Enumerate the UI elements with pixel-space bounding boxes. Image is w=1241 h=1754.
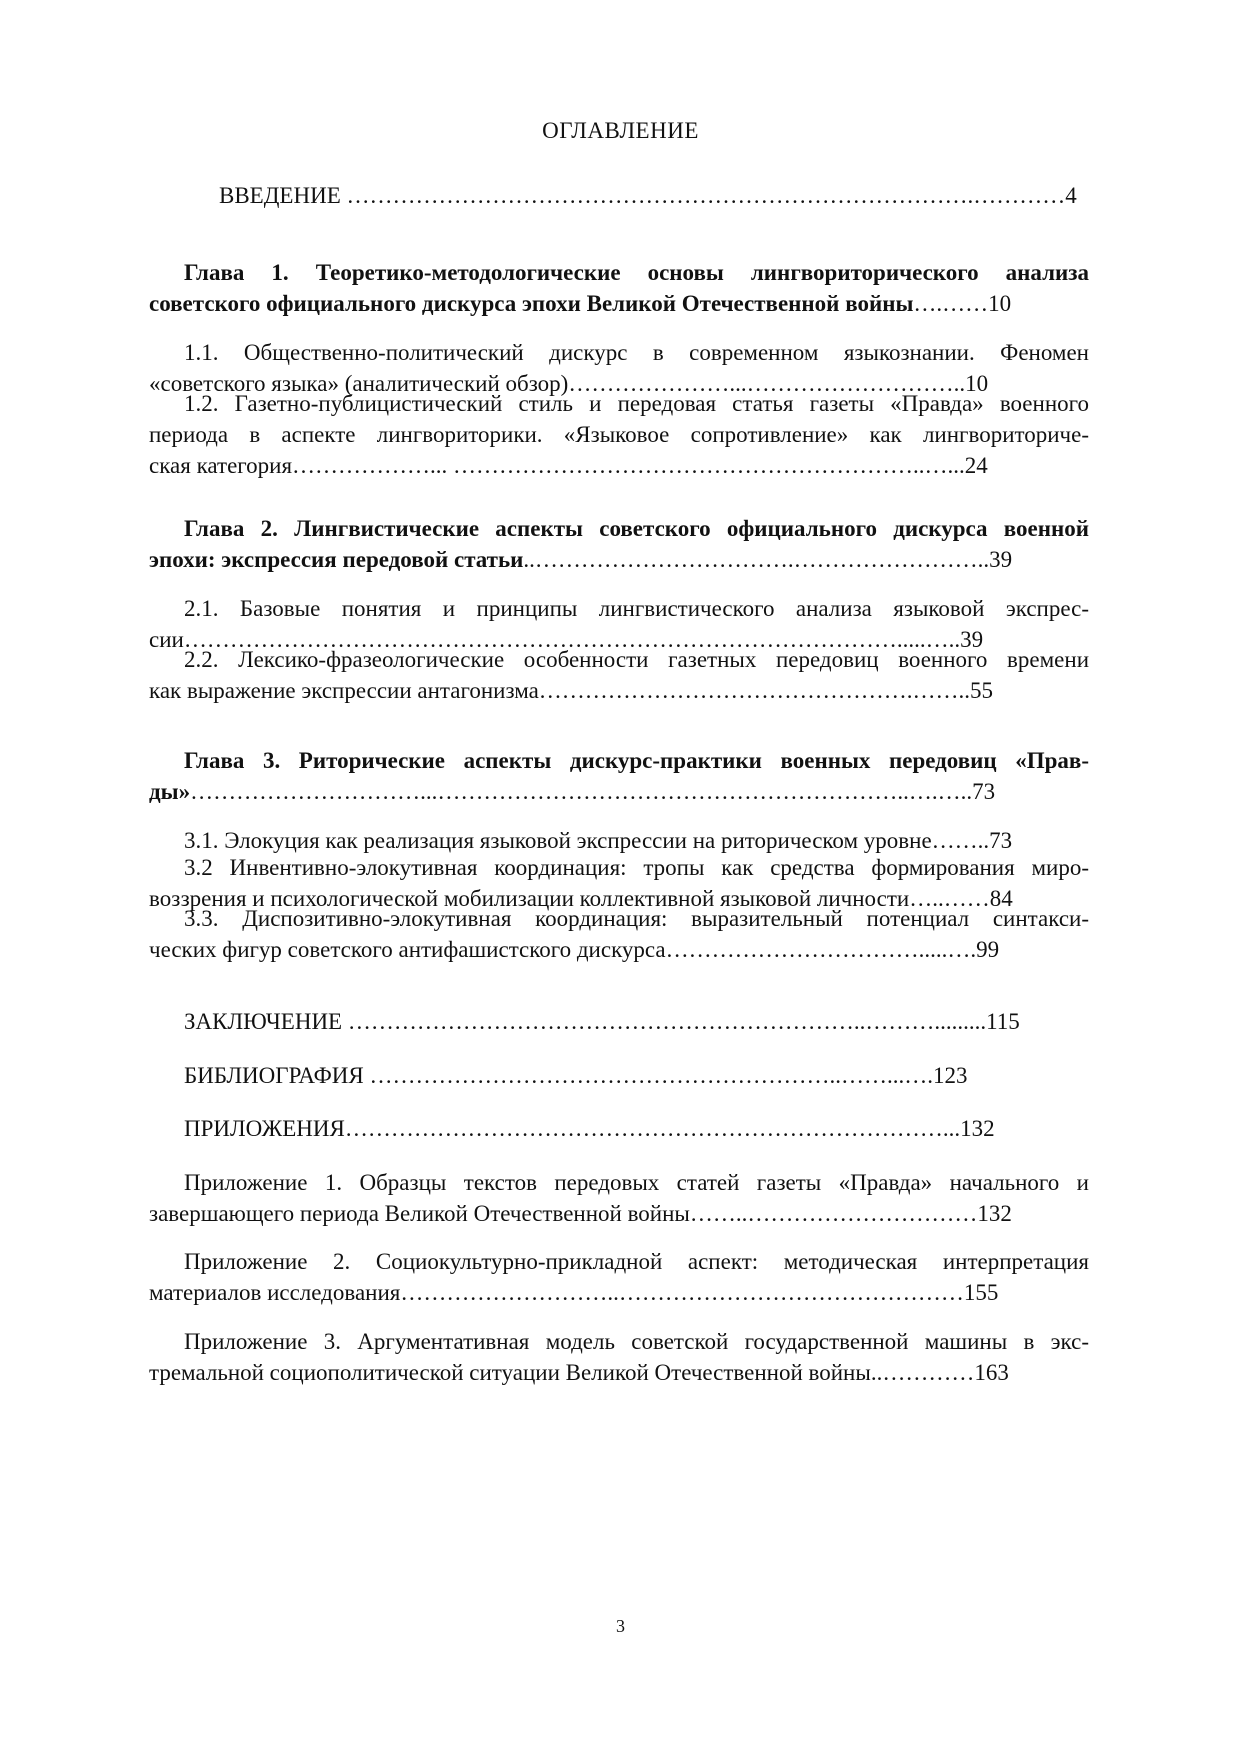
section-title-line: ческих фигур советского антифашистского дискурса…………………………….....….99 — [149, 937, 1000, 962]
section-title-line: периода в аспекте лингвориторики. «Языковое сопротивление» как лингвориториче- — [149, 422, 1089, 447]
toc-entry-section-2-2[interactable] — [149, 644, 1089, 706]
toc-entry-appendix-1[interactable] — [149, 1167, 1089, 1229]
toc-entry-bibliography[interactable] — [149, 1060, 1089, 1091]
toc-entry-introduction[interactable] — [149, 180, 1089, 211]
toc-entry-chapter-3[interactable] — [149, 745, 1089, 807]
toc-entry-text: БИБЛИОГРАФИЯ ……………………………………………………..……...….123 — [184, 1063, 968, 1088]
toc-leader-page: ..…………………………….……………………..39 — [523, 547, 1013, 572]
appendix-title-line: Приложение 3. Аргументативная модель советской государственной машины в экс- — [184, 1329, 1089, 1354]
toc-entry-appendices[interactable] — [149, 1113, 1089, 1144]
section-title-line: 3.1. Элокуция как реализация языковой экспрессии на риторическом уровне……..73 — [184, 828, 1013, 853]
appendix-title-line: Приложение 1. Образцы текстов передовых статей газеты «Правда» начального и — [184, 1170, 1089, 1195]
toc-entry-text: ЗАКЛЮЧЕНИЕ …………………………………………………………..……….........115 — [184, 1009, 1020, 1034]
toc-entry-conclusion[interactable] — [149, 1006, 1089, 1037]
section-title-line: 3.2 Инвентивно-элокутивная координация: тропы как средства формирования миро- — [184, 855, 1089, 880]
chapter-title-line: Глава 2. Лингвистические аспекты советского официального дискурса военной — [184, 516, 1089, 541]
appendix-title-line: Приложение 2. Социокультурно-прикладной аспект: методическая интерпретация — [184, 1249, 1089, 1274]
section-title-line: 1.2. Газетно-публицистический стиль и передовая статья газеты «Правда» военного — [184, 391, 1089, 416]
chapter-title-line: Глава 1. Теоретико-методологические основы лингвориторического анализа — [184, 260, 1089, 285]
toc-entry-appendix-2[interactable] — [149, 1246, 1089, 1308]
section-title-line: как выражение экспрессии антагонизма………………………………………….……..55 — [149, 678, 994, 703]
appendix-title-line: тремальной социополитической ситуации Великой Отечественной войны..…………163 — [149, 1360, 1009, 1385]
chapter-title-line: эпохи: экспрессия передовой статьи — [149, 547, 524, 572]
toc-entry-section-1-2[interactable] — [149, 388, 1089, 481]
section-title-line: воззрения и психологической мобилизации коллективной языковой личности…..……84 — [149, 886, 1013, 911]
chapter-title-line: ды» — [149, 779, 191, 804]
page-title: ОГЛАВЛЕНИЕ — [542, 118, 699, 143]
section-title-line: «советского языка» (аналитический обзор)…………………...………………………..10 — [149, 371, 989, 396]
section-title-line: сии………………………………………………………………………………….....…..39 — [149, 627, 984, 652]
toc-entry-text: ВВЕДЕНИЕ ……………………………………………………………………….…………4 — [219, 183, 1077, 208]
toc-entry-text: ПРИЛОЖЕНИЯ……………………………………………………………………...132 — [184, 1116, 995, 1141]
chapter-title-line: советского официального дискурса эпохи Великой Отечественной войны — [149, 291, 914, 316]
toc-entry-appendix-3[interactable] — [149, 1326, 1089, 1388]
toc-entry-section-3-3[interactable] — [149, 903, 1089, 965]
appendix-title-line: завершающего периода Великой Отечественной войны……..…………………………132 — [149, 1201, 1012, 1226]
section-title-line: 3.3. Диспозитивно-элокутивная координация: выразительный потенциал синтакси- — [184, 906, 1089, 931]
appendix-title-line: материалов исследования………………………..………………………………………155 — [149, 1280, 999, 1305]
page-number: 3 — [616, 1616, 625, 1636]
toc-leader-page: ….……10 — [913, 291, 1012, 316]
toc-leader-page: …………………………...……………………………………………………..….…..73 — [190, 779, 996, 804]
section-title-line: 2.1. Базовые понятия и принципы лингвистического анализа языковой экспрес- — [184, 596, 1089, 621]
toc-entry-chapter-2[interactable] — [149, 513, 1089, 575]
section-title-line: 2.2. Лексико-фразеологические особенности газетных передовиц военного времени — [184, 647, 1089, 672]
chapter-title-line: Глава 3. Риторические аспекты дискурс-практики военных передовиц «Прав- — [184, 748, 1089, 773]
section-title-line: 1.1. Общественно-политический дискурс в современном языкознании. Феномен — [184, 340, 1089, 365]
toc-entry-chapter-1[interactable] — [149, 257, 1089, 319]
section-title-line: ская категория………………... ……………………………………………………..…...24 — [149, 453, 988, 478]
